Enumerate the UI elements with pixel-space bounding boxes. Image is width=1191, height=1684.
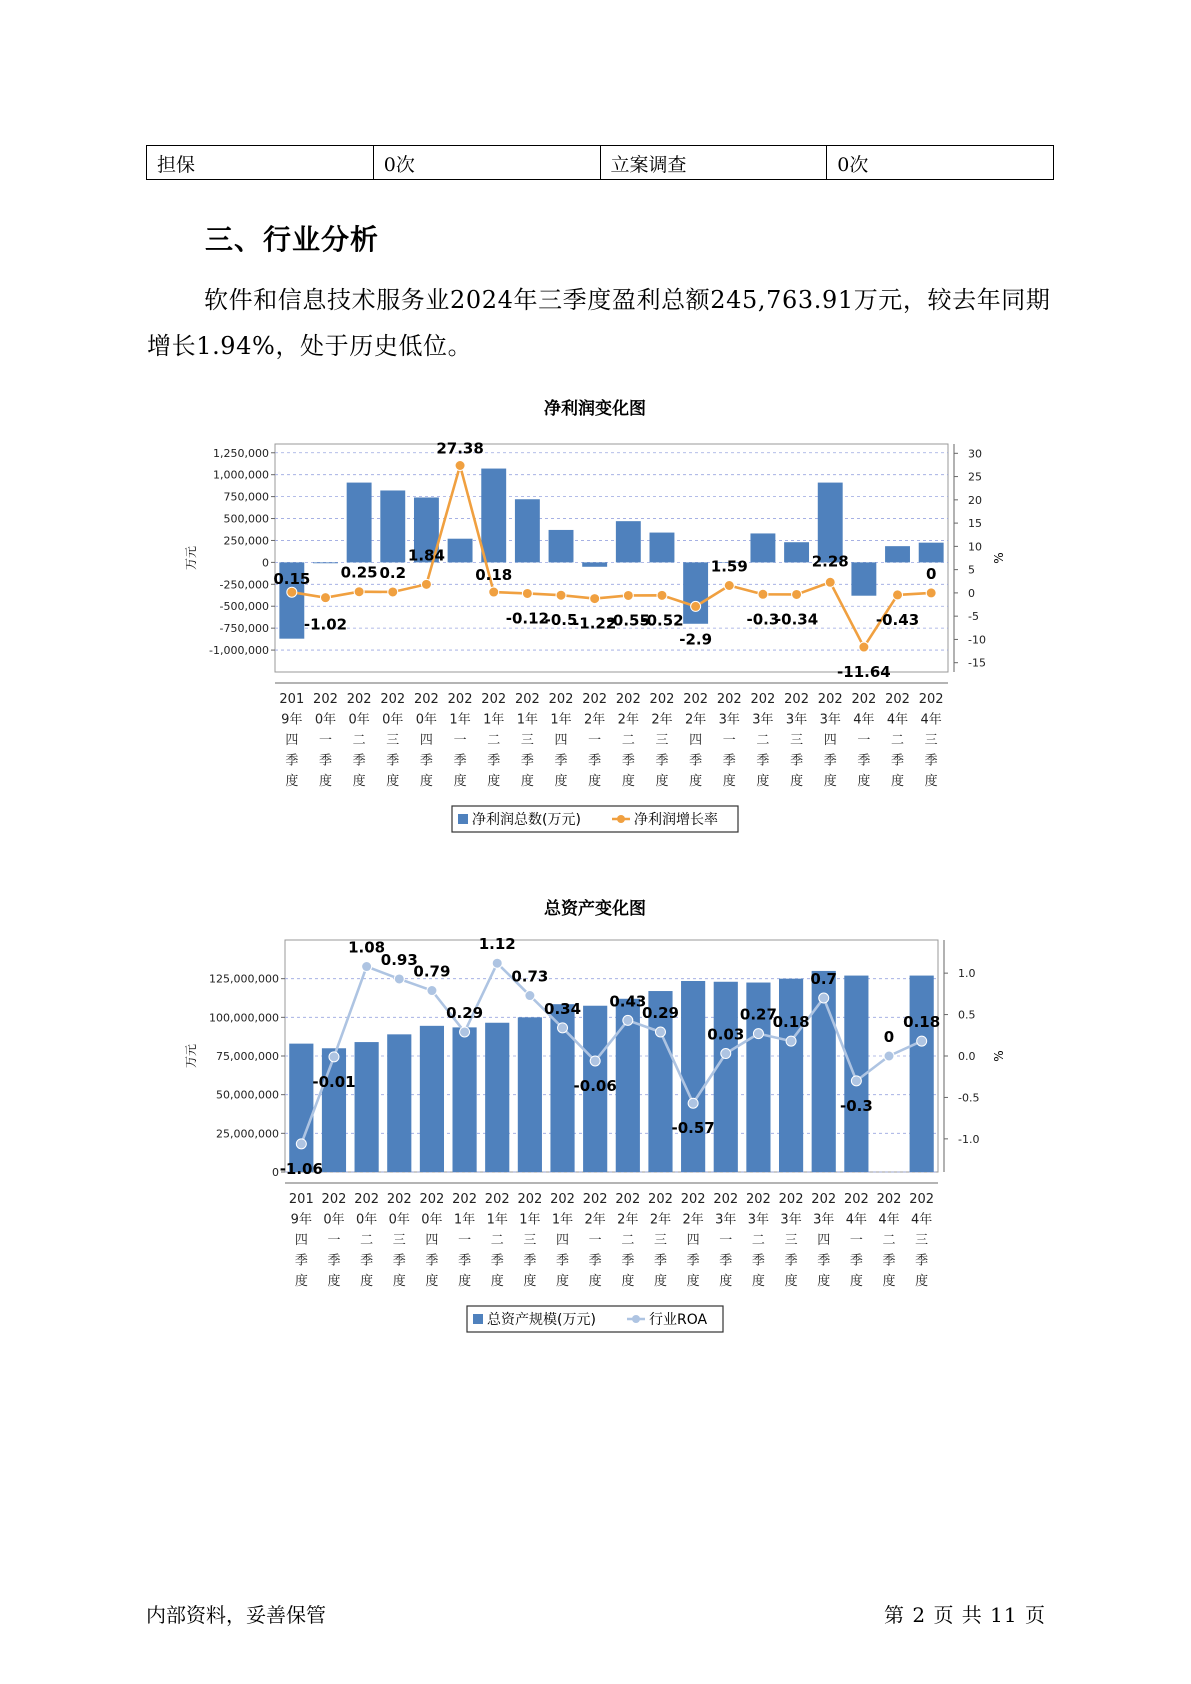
data-label: 0.15: [273, 570, 311, 589]
bar: [582, 562, 607, 566]
line-point: [525, 991, 535, 1001]
footer-page-number: 第 2 页 共 11 页: [884, 1603, 1046, 1627]
bar: [515, 499, 540, 562]
bar: [448, 539, 473, 563]
x-tick-label: 202 4年一季度: [851, 692, 877, 789]
line-point: [460, 1027, 470, 1037]
line-point: [320, 593, 330, 603]
line-point: [721, 1049, 731, 1059]
line-point: [851, 1076, 861, 1086]
y-tick-label: 750,000: [223, 490, 269, 504]
data-label: -0.43: [875, 610, 920, 629]
data-label: 0.03: [707, 1025, 745, 1044]
data-label: -1.22: [573, 614, 617, 633]
y-tick-label: -750,000: [219, 622, 269, 636]
data-label: 0.18: [772, 1013, 810, 1032]
legend-swatch-bar: [473, 1314, 483, 1324]
y2-tick-label: 15: [968, 517, 982, 531]
line-point: [296, 1139, 306, 1149]
x-tick-label: 202 1年二季度: [484, 1192, 510, 1289]
x-tick-label: 202 1年一季度: [447, 692, 473, 789]
data-label: 0.29: [641, 1003, 679, 1022]
data-label: -0.3: [839, 1096, 873, 1115]
bar: [750, 533, 775, 562]
data-label: 2.28: [811, 552, 849, 571]
bar: [380, 490, 405, 562]
x-tick-label: 202 2年一季度: [582, 1192, 608, 1289]
line-point: [893, 590, 903, 600]
net-profit-chart: [0, 390, 1191, 850]
x-tick-label: 202 1年三季度: [514, 692, 540, 789]
line-point: [329, 1052, 339, 1062]
chart-title: 总资产变化图: [544, 899, 646, 919]
data-label: 1.08: [348, 938, 386, 957]
x-tick-label: 202 3年一季度: [713, 1192, 739, 1289]
bar: [616, 521, 641, 562]
bar: [818, 483, 843, 563]
x-tick-label: 202 0年一季度: [321, 1192, 347, 1289]
line-point: [394, 974, 404, 984]
line-point: [354, 587, 364, 597]
data-label: 0.79: [413, 962, 451, 981]
line-point: [724, 580, 734, 590]
y2-tick-label: 5: [968, 563, 975, 577]
bar: [289, 1044, 313, 1172]
x-tick-label: 202 2年四季度: [680, 1192, 706, 1289]
legend-entry: 总资产规模(万元): [487, 1312, 596, 1328]
line-point: [792, 589, 802, 599]
x-tick-label: 202 2年二季度: [615, 1192, 641, 1289]
y-axis-label: 万元: [184, 1043, 198, 1069]
data-label: -0.01: [312, 1072, 356, 1091]
line-point: [825, 577, 835, 587]
bar: [714, 982, 738, 1172]
y-tick-label: 25,000,000: [216, 1127, 279, 1141]
y2-tick-label: -10: [968, 633, 986, 647]
data-label: 0: [883, 1028, 895, 1046]
x-tick-label: 202 3年一季度: [716, 692, 742, 789]
x-tick-label: 202 4年二季度: [876, 1192, 902, 1289]
bar: [322, 1048, 346, 1172]
line-point: [917, 1036, 927, 1046]
y-tick-label: 1,250,000: [213, 446, 269, 460]
data-label: 0: [925, 564, 937, 583]
y-tick-label: -500,000: [219, 600, 269, 614]
y2-tick-label: -15: [968, 656, 986, 670]
bar: [650, 533, 675, 563]
bar: [681, 981, 705, 1172]
line-point: [753, 1029, 763, 1039]
x-tick-label: 202 3年四季度: [817, 692, 843, 789]
x-tick-label: 202 4年一季度: [843, 1192, 869, 1289]
bar: [355, 1042, 379, 1172]
line-point: [388, 587, 398, 597]
line-point: [623, 1015, 633, 1025]
y-tick-label: 75,000,000: [216, 1050, 279, 1063]
line-point: [657, 590, 667, 600]
legend-swatch-bar: [458, 814, 468, 824]
bar: [683, 562, 708, 623]
bar: [313, 562, 338, 563]
bar: [910, 976, 934, 1172]
legend-swatch-marker: [632, 1315, 640, 1323]
x-tick-label: 202 2年三季度: [648, 1192, 673, 1289]
legend-entry: 净利润总数(万元): [472, 812, 581, 828]
x-tick-label: 202 3年三季度: [784, 692, 809, 789]
y2-tick-label: -1.0: [958, 1132, 980, 1146]
data-label: 0.29: [446, 1003, 484, 1022]
y-tick-label: -250,000: [219, 578, 269, 592]
chart-title: 净利润变化图: [544, 399, 646, 419]
data-label: 0.93: [380, 950, 418, 969]
y-tick-label: 1,000,000: [213, 468, 269, 482]
line-point: [590, 594, 600, 604]
bar: [518, 1017, 542, 1172]
data-label: -1.06: [279, 1159, 323, 1178]
y-tick-label: 50,000,000: [216, 1088, 279, 1102]
y2-tick-label: -5: [968, 610, 979, 624]
data-label: 0.43: [609, 992, 647, 1011]
table-cell: 0次: [827, 146, 1054, 180]
y2-tick-label: 30: [968, 447, 982, 461]
y2-axis-label: %: [992, 552, 1006, 564]
line-point: [421, 579, 431, 589]
line-point: [362, 962, 372, 972]
data-label: 0.34: [544, 999, 582, 1018]
y-axis-label: 万元: [184, 545, 198, 571]
data-label: -0.12: [505, 609, 549, 628]
x-tick-label: 202 0年二季度: [346, 692, 372, 789]
line-point: [691, 601, 701, 611]
data-label: -0.34: [774, 610, 819, 629]
y2-tick-label: 0.0: [958, 1050, 976, 1063]
y-tick-label: -1,000,000: [209, 644, 269, 658]
y-tick-label: 125,000,000: [209, 972, 279, 986]
data-label: 1.84: [407, 546, 445, 565]
line-point: [926, 588, 936, 598]
legend-swatch-marker: [617, 815, 625, 823]
data-label: 0.2: [379, 563, 407, 582]
x-tick-label: 202 2年三季度: [649, 692, 675, 789]
line-point: [655, 1027, 665, 1037]
data-label: 0.27: [739, 1005, 777, 1024]
line-point: [556, 590, 566, 600]
data-label: 0.18: [475, 566, 513, 585]
data-label: 27.38: [436, 439, 484, 458]
x-tick-label: 201 9年四季度: [279, 692, 305, 789]
line-point: [590, 1056, 600, 1066]
x-tick-label: 202 2年四季度: [683, 692, 709, 789]
table-row: [147, 146, 1054, 180]
y-tick-label: 500,000: [223, 512, 269, 526]
bar: [549, 530, 574, 562]
legend-entry: 净利润增长率: [634, 812, 718, 828]
data-label: -0.55: [606, 611, 650, 630]
x-tick-label: 202 0年三季度: [380, 692, 406, 789]
line-point: [522, 588, 532, 598]
x-tick-label: 202 3年四季度: [811, 1192, 837, 1289]
data-label: -2.9: [679, 630, 713, 649]
data-label: 1.59: [710, 557, 748, 576]
data-label: -0.3: [746, 610, 780, 629]
data-label: 0.18: [903, 1013, 941, 1032]
y2-tick-label: 20: [968, 493, 982, 507]
bar: [851, 562, 876, 595]
bar: [347, 483, 372, 563]
bar: [919, 543, 944, 563]
y2-tick-label: 0: [968, 586, 975, 600]
x-tick-label: 202 0年二季度: [354, 1192, 380, 1289]
x-tick-label: 202 1年一季度: [452, 1192, 477, 1289]
y2-tick-label: 25: [968, 470, 982, 484]
y2-tick-label: 1.0: [958, 967, 976, 981]
table-cell: 担保: [147, 146, 374, 180]
bar: [784, 542, 809, 562]
data-label: -0.52: [640, 611, 684, 630]
total-assets-chart: [0, 890, 1191, 1350]
x-tick-label: 202 4年三季度: [909, 1192, 935, 1289]
legend-entry: 行业ROA: [649, 1312, 708, 1328]
data-label: -0.06: [573, 1076, 617, 1095]
bar: [779, 979, 803, 1172]
y2-tick-label: 0.5: [958, 1008, 976, 1022]
x-tick-label: 202 1年四季度: [548, 692, 574, 789]
table-cell: 立案调查: [600, 146, 827, 180]
x-tick-label: 202 4年二季度: [885, 692, 910, 789]
y2-axis-label: %: [992, 1050, 1006, 1062]
body-paragraph: 软件和信息技术服务业2024年三季度盈利总额245,763.91万元，较去年同期增长1.94%，处于历史低位。: [147, 286, 1051, 360]
x-tick-label: 201 9年四季度: [288, 1192, 314, 1289]
line-point: [884, 1051, 894, 1061]
x-tick-label: 202 0年三季度: [386, 1192, 412, 1289]
data-label: 0.73: [511, 967, 549, 986]
data-label: 0.25: [340, 563, 378, 582]
bar: [452, 1027, 476, 1172]
bar: [481, 469, 506, 563]
x-tick-label: 202 2年一季度: [582, 692, 608, 789]
y2-tick-label: 10: [968, 540, 982, 554]
bar: [420, 1026, 444, 1172]
bar: [387, 1034, 411, 1172]
x-tick-label: 202 0年四季度: [419, 1192, 445, 1289]
y-tick-label: 0: [262, 556, 269, 570]
bar: [885, 546, 910, 562]
data-label: 1.12: [478, 935, 516, 954]
x-tick-label: 202 3年三季度: [778, 1192, 804, 1289]
x-tick-label: 202 2年二季度: [615, 692, 641, 789]
data-label: -11.64: [837, 663, 891, 682]
line-point: [688, 1098, 698, 1108]
x-tick-label: 202 0年四季度: [414, 692, 439, 789]
line-point: [623, 590, 633, 600]
line-point: [859, 642, 869, 652]
data-label: -0.5: [544, 611, 578, 630]
x-tick-label: 202 3年二季度: [746, 1192, 771, 1289]
bar: [485, 1023, 509, 1172]
line-point: [758, 589, 768, 599]
info-table: [146, 145, 1054, 180]
x-tick-label: 202 1年二季度: [481, 692, 507, 789]
x-tick-label: 202 0年一季度: [313, 692, 338, 789]
line-point: [427, 986, 437, 996]
footer-confidential: 内部资料，妥善保管: [146, 1603, 326, 1627]
data-label: -0.57: [671, 1119, 715, 1138]
data-label: -1.02: [303, 615, 348, 634]
data-label: 0.7: [810, 970, 838, 988]
y-tick-label: 0: [272, 1166, 279, 1179]
line-point: [492, 958, 502, 968]
x-tick-label: 202 1年四季度: [550, 1192, 575, 1289]
line-point: [287, 587, 297, 597]
table-cell: 0次: [373, 146, 600, 180]
line-point: [558, 1023, 568, 1033]
y-tick-label: 250,000: [223, 534, 269, 548]
line-point: [455, 460, 465, 470]
y-tick-label: 100,000,000: [209, 1011, 279, 1025]
line-point: [786, 1036, 796, 1046]
y2-tick-label: -0.5: [958, 1091, 980, 1105]
x-tick-label: 202 4年三季度: [918, 692, 944, 789]
line-point: [819, 993, 829, 1003]
line-point: [489, 587, 499, 597]
section-heading: 三、行业分析: [205, 223, 380, 256]
x-tick-label: 202 3年二季度: [750, 692, 776, 789]
x-tick-label: 202 1年三季度: [517, 1192, 543, 1289]
